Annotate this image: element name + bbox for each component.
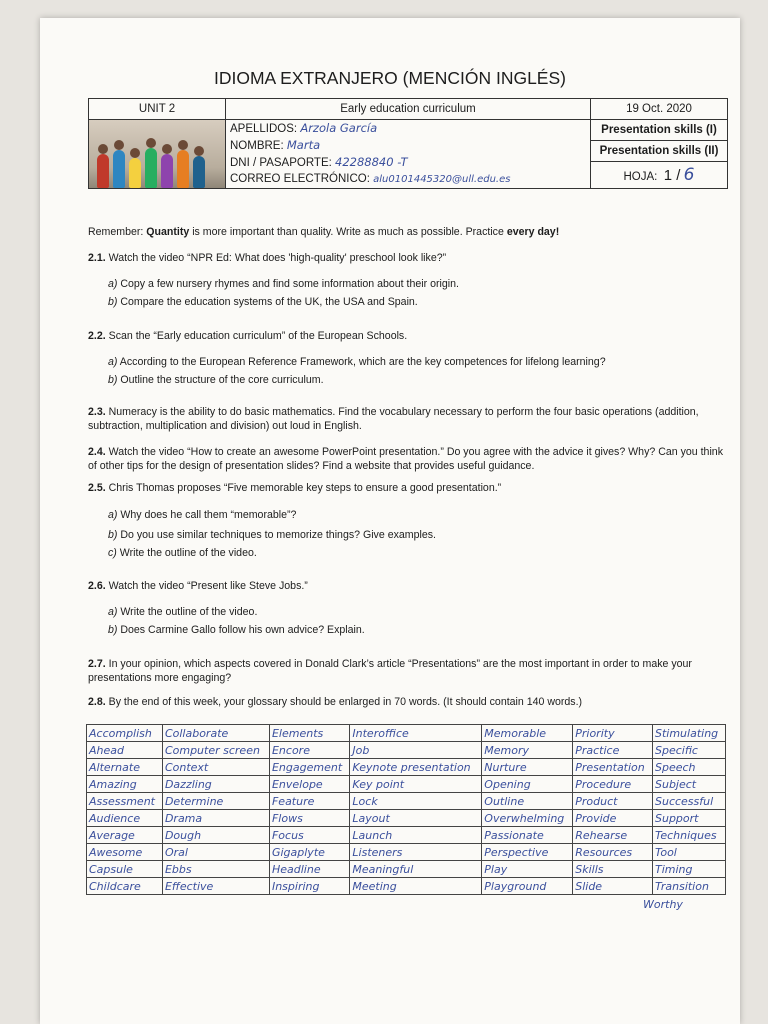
question-2-1-text: Watch the video “NPR Ed: What does 'high-quality' preschool look like?” [108, 252, 447, 264]
glossary-word: Successful [652, 793, 725, 810]
question-2-2-text: Scan the “Early education curriculum” of the European Schools. [108, 330, 408, 342]
question-2-2-b-text: Outline the structure of the core curriculum. [120, 374, 324, 386]
question-2-5-b-text: Do you use similar techniques to memorize things? Give examples. [120, 529, 436, 541]
question-2-5-a-text: Why does he call them “memorable”? [120, 509, 297, 521]
question-2-2-a-text: According to the European Reference Framework, which are the key competences for lifelong learning? [119, 356, 606, 368]
glossary-word: Elements [269, 725, 349, 742]
question-2-1-num: 2.1. [88, 252, 106, 264]
glossary-word: Gigaplyte [269, 844, 349, 861]
glossary-word: Focus [269, 827, 349, 844]
glossary-row [87, 742, 726, 759]
glossary-word: Product [573, 793, 653, 810]
glossary-table [86, 724, 726, 895]
question-2-6-a-text: Write the outline of the video. [120, 606, 258, 618]
glossary-word: Perspective [482, 844, 573, 861]
question-2-5-num: 2.5. [88, 482, 106, 494]
glossary-word: Playground [482, 878, 573, 895]
classroom-photo [89, 120, 226, 189]
question-2-5-a [108, 509, 718, 523]
glossary-word: Assessment [87, 793, 163, 810]
glossary-word: Average [87, 827, 163, 844]
remember-quantity: Quantity [146, 226, 190, 238]
glossary-word: Dough [162, 827, 269, 844]
glossary-word: Tool [652, 844, 725, 861]
marker-a: a) [108, 278, 118, 290]
glossary-row [87, 793, 726, 810]
question-2-4 [88, 446, 728, 473]
question-2-5 [88, 482, 728, 496]
glossary-word: Ebbs [162, 861, 269, 878]
marker-b: b) [108, 296, 118, 308]
glossary-row [87, 861, 726, 878]
glossary-row [87, 827, 726, 844]
glossary-row [87, 810, 726, 827]
question-2-1-a [108, 278, 718, 292]
glossary-word: Inspiring [269, 878, 349, 895]
unit-label: UNIT 2 [89, 99, 226, 120]
question-2-7-num: 2.7. [88, 658, 106, 670]
question-2-8 [88, 696, 728, 710]
glossary-word: Key point [350, 776, 482, 793]
glossary-word: Keynote presentation [350, 759, 482, 776]
hoja-value: 6 [683, 165, 695, 185]
correo-row [230, 171, 586, 188]
glossary-row [87, 878, 726, 895]
question-2-8-text: By the end of this week, your glossary should be enlarged in 70 words. (It should contain 140 words.) [108, 696, 583, 708]
remember-line [88, 226, 728, 240]
nombre-value: Marta [286, 138, 321, 152]
glossary-word: Determine [162, 793, 269, 810]
marker-a: a) [108, 509, 118, 521]
glossary-word: Context [162, 759, 269, 776]
glossary-word: Procedure [573, 776, 653, 793]
marker-b: b) [108, 529, 118, 541]
question-2-4-text: Watch the video “How to create an awesome PowerPoint presentation.” Do you agree with the advice it gives? Why? Can you think of other tips for the design of presentation slides? Find a website that provides useful guidance. [88, 446, 723, 472]
glossary-word: Memorable [482, 725, 573, 742]
glossary-word: Meeting [350, 878, 482, 895]
question-2-2 [88, 330, 728, 344]
glossary-word: Resources [573, 844, 653, 861]
glossary-word: Encore [269, 742, 349, 759]
glossary-word: Rehearse [573, 827, 653, 844]
glossary-word: Headline [269, 861, 349, 878]
date-label: 19 Oct. 2020 [591, 99, 728, 120]
question-2-6-a [108, 606, 718, 620]
skill-1: Presentation skills (I) [591, 120, 728, 141]
hoja-cell [591, 162, 728, 189]
hoja-printed: 1 / [663, 167, 681, 184]
question-2-6-b-text: Does Carmine Gallo follow his own advice? Explain. [120, 624, 365, 636]
question-2-5-b [108, 529, 718, 543]
glossary-word: Layout [350, 810, 482, 827]
question-2-2-num: 2.2. [88, 330, 106, 342]
remember-mid: is more important than quality. Write as much as possible. Practice [189, 226, 507, 238]
question-2-1-b [108, 296, 718, 310]
question-2-1-a-text: Copy a few nursery rhymes and find some information about their origin. [120, 278, 459, 290]
glossary-row [87, 776, 726, 793]
glossary-word: Priority [573, 725, 653, 742]
glossary-word: Audience [87, 810, 163, 827]
apellidos-value: Arzola García [300, 121, 378, 135]
glossary-row [87, 725, 726, 742]
glossary-word: Play [482, 861, 573, 878]
glossary-word: Lock [350, 793, 482, 810]
glossary-word: Specific [652, 742, 725, 759]
remember-every-day: every day! [506, 226, 560, 238]
question-2-7-text: In your opinion, which aspects covered in Donald Clark’s article “Presentations” are the most important in order to make your presentations more engaging? [88, 658, 692, 684]
glossary-word: Drama [162, 810, 269, 827]
correo-label: CORREO ELECTRÓNICO: [230, 173, 370, 185]
marker-b: b) [108, 374, 118, 386]
dni-label: DNI / PASAPORTE: [230, 157, 332, 169]
glossary-word: Ahead [87, 742, 163, 759]
page-title: IDIOMA EXTRANJERO (MENCIÓN INGLÉS) [214, 68, 566, 88]
glossary-word: Listeners [350, 844, 482, 861]
nombre-row [230, 137, 586, 154]
glossary-extra-word: Worthy [643, 898, 683, 911]
skill-2: Presentation skills (II) [591, 141, 728, 162]
student-fields [226, 120, 591, 189]
marker-a: a) [108, 606, 118, 618]
glossary-word: Techniques [652, 827, 725, 844]
glossary-word: Oral [162, 844, 269, 861]
worksheet-page [40, 18, 740, 1024]
course-title: Early education curriculum [226, 99, 591, 120]
question-2-5-c-text: Write the outline of the video. [119, 547, 257, 559]
glossary-word: Timing [652, 861, 725, 878]
hoja-label: HOJA: [623, 171, 658, 183]
question-2-8-num: 2.8. [88, 696, 106, 708]
question-2-3-num: 2.3. [88, 406, 106, 418]
glossary-word: Outline [482, 793, 573, 810]
question-2-6 [88, 580, 728, 594]
question-2-2-b [108, 374, 718, 388]
marker-a: a) [108, 356, 118, 368]
question-2-3 [88, 406, 728, 433]
glossary-word: Nurture [482, 759, 573, 776]
glossary-word: Skills [573, 861, 653, 878]
apellidos-row [230, 120, 586, 137]
glossary-word: Dazzling [162, 776, 269, 793]
question-2-2-a [108, 356, 718, 370]
question-2-6-b [108, 624, 718, 638]
glossary-word: Accomplish [87, 725, 163, 742]
glossary-word: Job [350, 742, 482, 759]
remember-pre: Remember: [88, 226, 147, 238]
glossary-word: Awesome [87, 844, 163, 861]
glossary-word: Support [652, 810, 725, 827]
question-2-6-text: Watch the video “Present like Steve Jobs.” [108, 580, 308, 592]
glossary-word: Slide [573, 878, 653, 895]
question-2-5-c [108, 547, 718, 561]
glossary-word: Amazing [87, 776, 163, 793]
glossary-word: Practice [573, 742, 653, 759]
glossary-word: Transition [652, 878, 725, 895]
nombre-label: NOMBRE: [230, 140, 284, 152]
glossary-word: Memory [482, 742, 573, 759]
glossary-word: Capsule [87, 861, 163, 878]
glossary-word: Stimulating [652, 725, 725, 742]
marker-c: c) [108, 547, 117, 559]
glossary-row [87, 759, 726, 776]
marker-b: b) [108, 624, 118, 636]
glossary-word: Meaningful [350, 861, 482, 878]
glossary-word: Provide [573, 810, 653, 827]
glossary-word: Presentation [573, 759, 653, 776]
glossary-word: Childcare [87, 878, 163, 895]
header-table [88, 98, 728, 189]
glossary-word: Engagement [269, 759, 349, 776]
question-2-4-num: 2.4. [88, 446, 106, 458]
glossary-row [87, 844, 726, 861]
question-2-6-num: 2.6. [88, 580, 106, 592]
glossary-word: Effective [162, 878, 269, 895]
glossary-word: Launch [350, 827, 482, 844]
question-2-5-text: Chris Thomas proposes “Five memorable key steps to ensure a good presentation.” [108, 482, 502, 494]
question-2-1 [88, 252, 728, 266]
glossary-word: Collaborate [162, 725, 269, 742]
glossary-word: Speech [652, 759, 725, 776]
glossary-word: Alternate [87, 759, 163, 776]
dni-value: 42288840 -T [335, 155, 408, 169]
glossary-word: Passionate [482, 827, 573, 844]
glossary-word: Envelope [269, 776, 349, 793]
glossary-word: Subject [652, 776, 725, 793]
glossary-word: Opening [482, 776, 573, 793]
glossary-word: Feature [269, 793, 349, 810]
question-2-3-text: Numeracy is the ability to do basic mathematics. Find the vocabulary necessary to perform the four basic operations (addition, subtraction, multiplication and division) out loud in English. [88, 406, 699, 432]
apellidos-label: APELLIDOS: [230, 123, 298, 135]
correo-value: alu0101445320@ull.edu.es [373, 174, 511, 185]
dni-row [230, 154, 586, 171]
glossary-word: Computer screen [162, 742, 269, 759]
question-2-7 [88, 658, 728, 685]
glossary-word: Overwhelming [482, 810, 573, 827]
glossary-word: Flows [269, 810, 349, 827]
glossary-word: Interoffice [350, 725, 482, 742]
question-2-1-b-text: Compare the education systems of the UK, the USA and Spain. [120, 296, 418, 308]
